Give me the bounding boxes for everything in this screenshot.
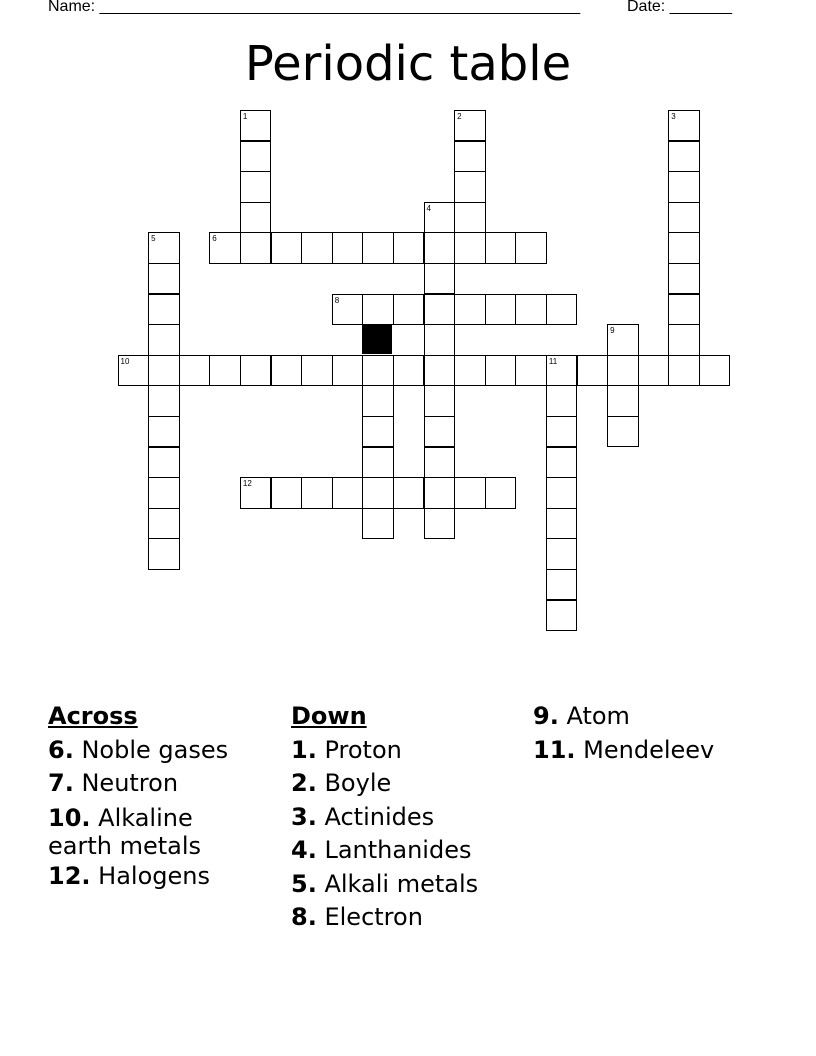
down-clue: 3. Actinides (291, 802, 435, 831)
clue-number: 10 (120, 356, 130, 366)
grid-cell[interactable] (485, 477, 517, 509)
grid-cell[interactable] (240, 171, 272, 203)
grid-cell[interactable] (393, 232, 425, 264)
grid-cell[interactable] (424, 294, 456, 326)
grid-cell[interactable] (577, 355, 609, 387)
grid-cell[interactable] (362, 477, 394, 509)
grid-cell[interactable] (424, 385, 456, 417)
grid-cell[interactable] (546, 416, 578, 448)
grid-cell[interactable] (118, 355, 150, 387)
grid-cell[interactable] (638, 355, 670, 387)
grid-cell[interactable] (393, 294, 425, 326)
grid-cell[interactable] (332, 355, 364, 387)
grid-cell[interactable] (424, 447, 456, 479)
grid-cell[interactable] (271, 355, 303, 387)
across-heading: Across (48, 702, 138, 730)
down-clue: 4. Lanthanides (291, 836, 472, 864)
grid-cell[interactable] (240, 202, 272, 234)
grid-cell[interactable] (362, 385, 394, 417)
grid-cell[interactable] (148, 294, 180, 326)
grid-cell[interactable] (148, 447, 180, 479)
clue-number: 1 (242, 111, 248, 121)
grid-cell[interactable] (271, 232, 303, 264)
across-clue: 12. Halogens (48, 861, 210, 890)
grid-cell[interactable] (301, 355, 333, 387)
across-clues (48, 700, 228, 893)
grid-cell[interactable] (424, 232, 456, 264)
page-title: Periodic table (244, 36, 572, 92)
clue-number: 12 (242, 479, 252, 489)
grid-cell[interactable] (485, 355, 517, 387)
down-clue: 9. Atom (533, 702, 630, 730)
grid-cell[interactable] (546, 477, 578, 509)
grid-cell[interactable] (301, 477, 333, 509)
grid-cell[interactable] (240, 110, 272, 142)
grid-cell[interactable] (607, 416, 639, 448)
grid-cell[interactable] (454, 171, 486, 203)
clue-number: 6 (212, 234, 217, 244)
grid-cell[interactable] (271, 477, 303, 509)
grid-cell[interactable] (454, 141, 486, 173)
grid-cell[interactable] (668, 355, 700, 387)
grid-cell[interactable] (362, 355, 394, 387)
grid-cell[interactable] (699, 355, 731, 387)
grid-cell[interactable] (546, 538, 578, 570)
down-clues (291, 700, 478, 935)
grid-cell[interactable] (607, 355, 639, 387)
grid-cell[interactable] (148, 232, 180, 264)
across-clue: 6. Noble gases (48, 735, 229, 764)
grid-cell[interactable] (546, 569, 578, 601)
clue-number: 4 (426, 203, 431, 213)
grid-cell[interactable] (148, 538, 180, 570)
grid-cell[interactable] (148, 385, 180, 417)
grid-cell[interactable] (424, 416, 456, 448)
down-clues-continued (533, 700, 714, 767)
grid-cell[interactable] (332, 232, 364, 264)
grid-cell[interactable] (424, 324, 456, 356)
down-clue: 8. Electron (291, 903, 423, 931)
clue-number: 5 (151, 234, 156, 244)
across-clue: 10. Alkaline earth metals (48, 803, 202, 860)
grid-cell[interactable] (393, 477, 425, 509)
grid-cell[interactable] (546, 600, 578, 632)
grid-cell[interactable] (362, 447, 394, 479)
clue-number: 2 (457, 111, 462, 121)
grid-cell[interactable] (393, 355, 425, 387)
grid-cell[interactable] (668, 294, 700, 326)
down-heading: Down (291, 702, 367, 730)
down-clue: 11. Mendeleev (533, 735, 715, 764)
grid-cell[interactable] (546, 447, 578, 479)
grid-cell[interactable] (240, 355, 272, 387)
clue-number: 9 (610, 326, 615, 336)
grid-cell[interactable] (424, 263, 456, 295)
grid-cell[interactable] (362, 508, 394, 540)
grid-cell[interactable] (148, 355, 180, 387)
down-clue: 5. Alkali metals (291, 869, 479, 898)
grid-cell[interactable] (668, 171, 700, 203)
grid-cell[interactable] (424, 202, 456, 234)
grid-cell[interactable] (515, 232, 547, 264)
grid-cell[interactable] (179, 355, 211, 387)
grid-cell[interactable] (668, 232, 700, 264)
grid-cell[interactable] (546, 294, 578, 326)
grid-cell[interactable] (485, 294, 517, 326)
grid-cell[interactable] (148, 508, 180, 540)
grid-cell[interactable] (454, 477, 486, 509)
grid-cell[interactable] (668, 202, 700, 234)
grid-cell[interactable] (454, 202, 486, 234)
down-clue: 2. Boyle (291, 769, 392, 797)
grid-cell[interactable] (454, 294, 486, 326)
grid-cell[interactable] (240, 477, 272, 509)
grid-cell[interactable] (148, 477, 180, 509)
grid-cell[interactable] (240, 141, 272, 173)
grid-cell[interactable] (607, 324, 639, 356)
grid-cell[interactable] (424, 355, 456, 387)
grid-cell[interactable] (546, 355, 578, 387)
clue-number: 8 (334, 295, 340, 305)
grid-cell[interactable] (148, 263, 180, 295)
grid-cell[interactable] (362, 416, 394, 448)
date-field-label: Date: _______ (627, 0, 732, 15)
grid-cell[interactable] (607, 385, 639, 417)
grid-cell[interactable] (546, 508, 578, 540)
grid-cell[interactable] (454, 110, 486, 142)
grid-cell[interactable] (515, 355, 547, 387)
grid-cell[interactable] (668, 263, 700, 295)
grid-cell[interactable] (332, 477, 364, 509)
grid-cell[interactable] (668, 141, 700, 173)
clue-number: 11 (548, 356, 558, 366)
grid-cell[interactable] (148, 416, 180, 448)
name-field-label: Name: ______________________________________________________ (48, 0, 581, 15)
grid-cell[interactable] (240, 232, 272, 264)
grid-cell[interactable] (148, 324, 180, 356)
grid-cell[interactable] (209, 355, 241, 387)
grid-cell[interactable] (424, 477, 456, 509)
across-clue: 7. Neutron (48, 769, 179, 797)
grid-cell[interactable] (485, 232, 517, 264)
clue-number: 3 (671, 111, 676, 121)
grid-cell[interactable] (301, 232, 333, 264)
grid-cell[interactable] (209, 232, 241, 264)
grid-cell[interactable] (668, 324, 700, 356)
grid-cell[interactable] (362, 294, 394, 326)
grid-cell[interactable] (515, 294, 547, 326)
grid-cell[interactable] (424, 508, 456, 540)
grid-cell[interactable] (362, 232, 394, 264)
grid-cell[interactable] (454, 355, 486, 387)
grid-cell[interactable] (332, 294, 364, 326)
down-clue: 1. Proton (291, 735, 402, 764)
grid-cell[interactable] (668, 110, 700, 142)
black-square (362, 324, 392, 354)
grid-cell[interactable] (454, 232, 486, 264)
grid-cell[interactable] (546, 385, 578, 417)
